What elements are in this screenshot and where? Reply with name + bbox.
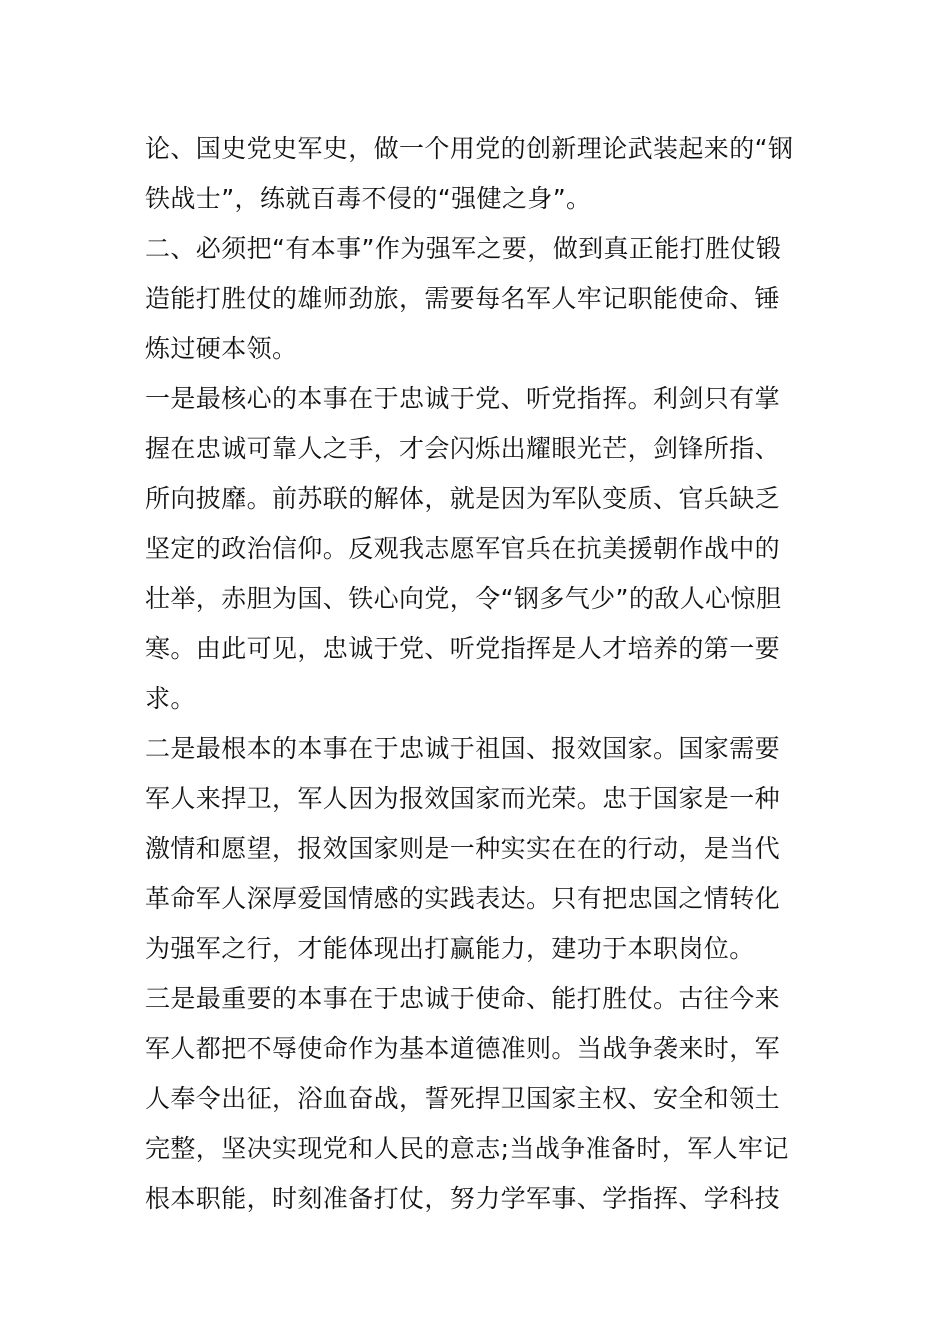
text-line: 造能打胜仗的雄师劲旅，需要每名军人牢记职能使命、锤	[145, 284, 781, 313]
text-line: 炼过硬本领。	[145, 334, 298, 363]
text-line: 铁战士”，练就百毒不侵的“强健之身”。	[145, 184, 592, 213]
text-line: 完整，坚决实现党和人民的意志;当战争准备时，军人牢记	[145, 1134, 789, 1163]
text-line: 握在忠诚可靠人之手，才会闪烁出耀眼光芒，剑锋所指、	[145, 434, 781, 463]
text-line: 人奉令出征，浴血奋战，誓死捍卫国家主权、安全和领土	[145, 1084, 781, 1113]
text-line: 求。	[145, 684, 196, 713]
text-line: 军人都把不辱使命作为基本道德准则。当战争袭来时，军	[145, 1034, 781, 1063]
text-line: 论、国史党史军史，做一个用党的创新理论武装起来的“钢	[145, 134, 794, 163]
text-line: 寒。由此可见，忠诚于党、听党指挥是人才培养的第一要	[145, 634, 781, 663]
body-text	[145, 124, 815, 1224]
text-line: 三是最重要的本事在于忠诚于使命、能打胜仗。古往今来	[145, 984, 781, 1013]
text-line: 军人来捍卫，军人因为报效国家而光荣。忠于国家是一种	[145, 784, 781, 813]
text-line: 二、必须把“有本事”作为强军之要，做到真正能打胜仗锻	[145, 234, 782, 263]
text-line: 所向披靡。前苏联的解体，就是因为军队变质、官兵缺乏	[145, 484, 781, 513]
text-line: 革命军人深厚爱国情感的实践表达。只有把忠国之情转化	[145, 884, 781, 913]
text-line: 为强军之行，才能体现出打赢能力，建功于本职岗位。	[145, 934, 755, 963]
text-line: 坚定的政治信仰。反观我志愿军官兵在抗美援朝作战中的	[145, 534, 781, 563]
text-line: 一是最核心的本事在于忠诚于党、听党指挥。利剑只有掌	[145, 384, 781, 413]
text-line: 壮举，赤胆为国、铁心向党，令“钢多气少”的敌人心惊胆	[145, 584, 782, 613]
text-line: 二是最根本的本事在于忠诚于祖国、报效国家。国家需要	[145, 734, 781, 763]
text-line: 激情和愿望，报效国家则是一种实实在在的行动，是当代	[145, 834, 781, 863]
text-line: 根本职能，时刻准备打仗，努力学军事、学指挥、学科技	[145, 1184, 781, 1213]
